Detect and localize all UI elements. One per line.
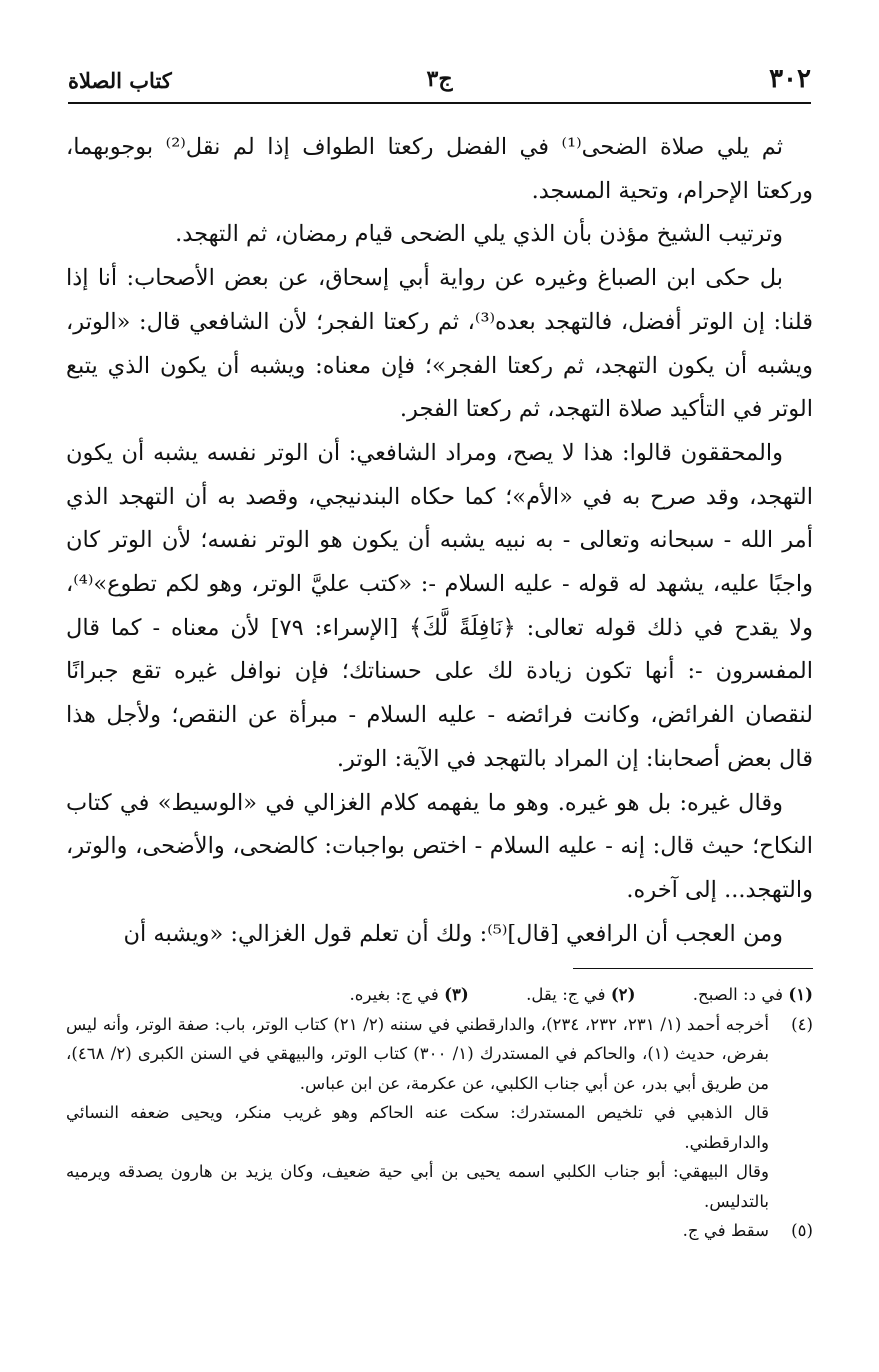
paragraph: ومن العجب أن الرافعي [قال]⁽⁵⁾: ولك أن تعلم قول الغزالي: «ويشبه أن xyxy=(123,920,783,947)
footnote-text: سقط في ج. xyxy=(682,1221,769,1240)
footnote-item: (١) في د: الصبح. xyxy=(692,984,813,1004)
volume-label: ج٣ xyxy=(426,66,453,92)
footnote-number: (٤) xyxy=(791,1014,813,1034)
main-text xyxy=(66,126,813,956)
paragraph: والمحققون قالوا: هذا لا يصح، ومراد الشافعي: أن الوتر نفسه يشبه أن يكون التهجد، وقد صرح به في «الأم»؛ كما حكاه البندنيجي، وقصد به أن التهجد الذي أمر الله - سبحانه وتعالى - به نبيه يشبه أن يكون هو الوتر نفسه؛ لأن الوتر كان واجبًا عليه، يشهد له قوله - عليه السلام -: «كتب عليَّ الوتر، وهو لكم تطوع»⁽⁴⁾، ولا يقدح في ذلك قوله تعالى: ﴿نَافِلَةً لَّكَ﴾ [الإسراء: ٧٩] لأن معناه - كما قال المفسرون -: أنها تكون زيادة لك على حسناتك؛ فإن نوافل غيره تقع جبرانًا لنقصان الفرائض، وكانت فرائضه - عليه السلام - مبرأة عن النقص؛ ولأجل هذا قال بعض أصحابنا: إن المراد بالتهجد في الآية: الوتر. xyxy=(66,439,813,772)
book-title: كتاب الصلاة xyxy=(68,68,172,93)
footnote-5 xyxy=(66,1216,813,1246)
footnote-item: (٣) في ج: بغيره. xyxy=(349,984,469,1004)
page-number: ٣٠٢ xyxy=(769,64,811,94)
paragraph: وقال غيره: بل هو غيره. وهو ما يفهمه كلام الغزالي في «الوسيط» في كتاب النكاح؛ حيث قال: إنه - عليه السلام - اختص بواجبات: كالضحى، والأضحى، والوتر، والتهجد... إلى آخره. xyxy=(66,789,813,903)
footnote-line-1-3 xyxy=(66,980,813,1010)
footnote-text: أخرجه أحمد (١/ ٢٣١، ٢٣٢، ٢٣٤)، والدارقطني في سننه (٢/ ٢١) كتاب الوتر، باب: صفة الوتر، وأنه ليس بفرض، حديث (١)، والحاكم في المستدرك (١/ ٣٠٠) كتاب الوتر، والبيهقي في السنن الكبرى (٢/ ٤٦٨)، من طريق أبي بدر، عن أبي جناب الكلبي، عن عكرمة، عن ابن عباس. xyxy=(66,1014,769,1093)
footnotes xyxy=(66,980,813,1246)
paragraph: ثم يلي صلاة الضحى⁽¹⁾ في الفضل ركعتا الطواف إذا لم نقل⁽²⁾ بوجوبهما، وركعتا الإحرام، وتحية المسجد. xyxy=(66,134,813,204)
footnote-item: (٢) في ج: يقل. xyxy=(526,984,636,1004)
footnote-4-continuation: قال الذهبي في تلخيص المستدرك: سكت عنه الحاكم وهو غريب منكر، ويحيى ضعفه النسائي والدارقطني. xyxy=(66,1103,769,1152)
footnote-4-continuation: وقال البيهقي: أبو جناب الكلبي اسمه يحيى بن أبي حية ضعيف، وكان يزيد بن هارون يصدقه ويرميه بالتدليس. xyxy=(66,1162,769,1211)
paragraph: بل حكى ابن الصباغ وغيره عن رواية أبي إسحاق، عن بعض الأصحاب: أنا إذا قلنا: إن الوتر أفضل، فالتهجد بعده⁽³⁾، ثم ركعتا الفجر؛ لأن الشافعي قال: «الوتر، ويشبه أن يكون التهجد، ثم ركعتا الفجر»؛ فإن معناه: ويشبه أن يكون الذي يتبع الوتر في التأكيد صلاة التهجد، ثم ركعتا الفجر. xyxy=(66,265,813,423)
footnote-4 xyxy=(66,1010,813,1099)
page-header xyxy=(68,62,811,104)
footnote-number: (٥) xyxy=(791,1221,813,1240)
paragraph: وترتيب الشيخ مؤذن بأن الذي يلي الضحى قيام رمضان، ثم التهجد. xyxy=(175,221,783,248)
footnote-separator xyxy=(573,968,813,969)
